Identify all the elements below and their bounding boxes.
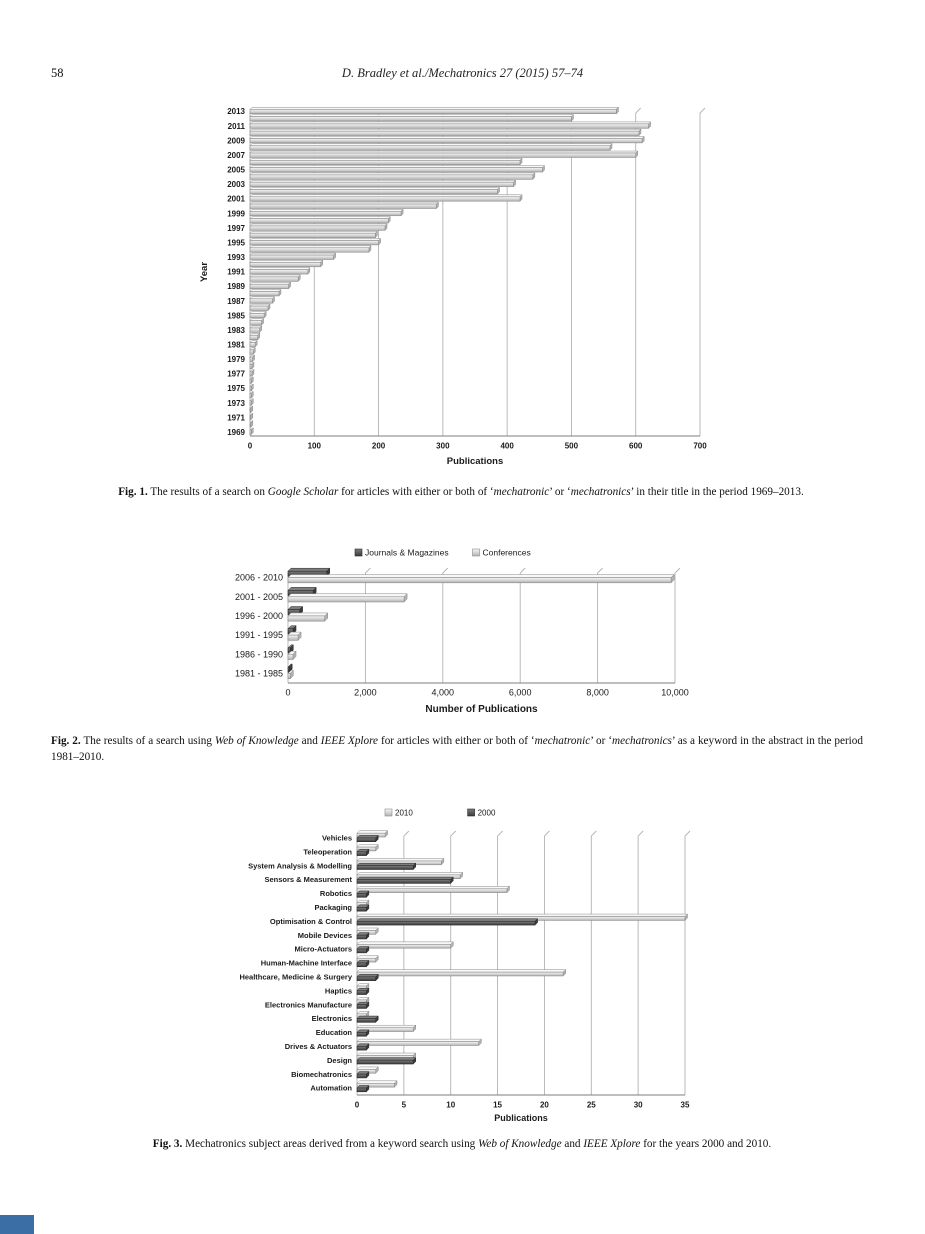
caption-text-run: for the years 2000 and 2010. (640, 1138, 772, 1150)
caption-text-run: for articles with either or both of ‘ (338, 486, 494, 498)
caption-text-run: and (561, 1138, 584, 1150)
fig2-svg (215, 543, 715, 733)
svg-text:Publications: Publications (446, 456, 504, 467)
svg-text:25: 25 (586, 1100, 596, 1110)
svg-text:2001: 2001 (227, 194, 245, 204)
svg-text:1985: 1985 (227, 311, 245, 321)
fig3-svg (240, 803, 720, 1133)
svg-text:0: 0 (247, 441, 253, 451)
svg-text:1971: 1971 (227, 413, 245, 423)
caption-text-run: IEEE Xplore (320, 735, 379, 747)
svg-text:1991 - 1995: 1991 - 1995 (234, 630, 283, 641)
figure-1-chart (195, 98, 720, 483)
svg-text:Biomechatronics: Biomechatronics (291, 1069, 352, 1079)
svg-text:Education: Education (315, 1028, 352, 1038)
caption-text-run: Fig. 1. (118, 486, 148, 498)
svg-text:System Analysis & Modelling: System Analysis & Modelling (248, 861, 352, 871)
svg-text:2005: 2005 (227, 165, 245, 175)
svg-text:5: 5 (401, 1100, 407, 1110)
svg-text:2001 - 2005: 2001 - 2005 (234, 591, 283, 602)
svg-text:Teleoperation: Teleoperation (303, 847, 352, 857)
svg-text:700: 700 (693, 441, 707, 451)
svg-text:Number of Publications: Number of Publications (425, 704, 538, 715)
svg-text:Conferences: Conferences (482, 547, 531, 558)
svg-text:2006 - 2010: 2006 - 2010 (234, 572, 283, 583)
svg-text:1995: 1995 (227, 238, 245, 248)
svg-text:2011: 2011 (227, 121, 245, 131)
svg-text:1987: 1987 (227, 296, 245, 306)
svg-text:1983: 1983 (227, 325, 245, 335)
svg-text:15: 15 (493, 1100, 503, 1110)
svg-text:2013: 2013 (227, 107, 245, 117)
svg-text:300: 300 (436, 441, 450, 451)
running-head: D. Bradley et al./Mechatronics 27 (2015) 57–74 (341, 66, 584, 80)
svg-text:10: 10 (446, 1100, 456, 1110)
svg-text:1969: 1969 (227, 427, 245, 437)
svg-text:Journals & Magazines: Journals & Magazines (365, 547, 449, 558)
svg-text:1999: 1999 (227, 209, 245, 219)
caption-text-run: ’ or ‘ (590, 735, 613, 747)
svg-text:1989: 1989 (227, 282, 245, 292)
caption-text-run: Web of Knowledge (214, 735, 299, 747)
svg-text:1977: 1977 (227, 369, 245, 379)
caption-text-run: Fig. 3. (152, 1138, 183, 1150)
figure-2-caption (51, 733, 863, 765)
svg-text:Human-Machine Interface: Human-Machine Interface (260, 958, 352, 968)
caption-text-run: mechatronic (534, 735, 591, 747)
svg-text:1981: 1981 (227, 340, 245, 350)
svg-text:0: 0 (354, 1100, 360, 1110)
caption-text-run: Fig. 2. (51, 735, 81, 747)
fig1-svg (195, 98, 720, 478)
svg-text:Healthcare, Medicine & Surgery: Healthcare, Medicine & Surgery (240, 972, 352, 982)
svg-text:Publications: Publications (494, 1113, 548, 1123)
caption-text-run: mechatronics (612, 735, 672, 747)
svg-text:20: 20 (539, 1100, 549, 1110)
svg-text:Micro-Actuators: Micro-Actuators (294, 944, 352, 954)
svg-text:2010: 2010 (395, 808, 413, 818)
svg-text:10,000: 10,000 (661, 687, 689, 698)
svg-text:1997: 1997 (227, 223, 245, 233)
svg-text:500: 500 (564, 441, 579, 451)
caption-text-run: ’ in their title in the period 1969–2013. (630, 486, 804, 498)
caption-text-run: The results of a search on (147, 486, 268, 498)
svg-text:35: 35 (680, 1100, 690, 1110)
svg-text:1993: 1993 (227, 253, 245, 263)
caption-text-run: The results of a search using (80, 735, 215, 747)
svg-text:0: 0 (285, 687, 291, 698)
caption-text-run: for articles with either or both of ‘ (378, 735, 535, 747)
svg-text:2007: 2007 (227, 150, 245, 160)
figure-3-chart (240, 803, 720, 1138)
svg-text:1991: 1991 (227, 267, 245, 277)
caption-text-run: ’ as a keyword in the abstract in the period 1981–2010. (51, 735, 863, 764)
svg-text:Sensors & Measurement: Sensors & Measurement (264, 875, 352, 885)
svg-text:Optimisation & Control: Optimisation & Control (269, 916, 352, 926)
svg-text:2,000: 2,000 (354, 687, 377, 698)
svg-text:1975: 1975 (227, 384, 245, 394)
figure-1-caption (96, 484, 826, 500)
caption-text-run: mechatronic (493, 486, 550, 498)
svg-text:2000: 2000 (477, 808, 496, 818)
svg-text:Haptics: Haptics (324, 986, 352, 996)
figure-2-chart (215, 543, 715, 738)
svg-text:1986 - 1990: 1986 - 1990 (234, 649, 283, 660)
svg-text:30: 30 (633, 1100, 643, 1110)
svg-text:Mobile Devices: Mobile Devices (297, 930, 352, 940)
bottom-left-blue-mark (0, 1215, 34, 1234)
svg-text:Robotics: Robotics (319, 889, 352, 899)
figure-3-caption (132, 1136, 792, 1152)
svg-text:Drives & Actuators: Drives & Actuators (284, 1041, 352, 1051)
svg-text:2003: 2003 (227, 180, 245, 190)
svg-text:Design: Design (326, 1055, 352, 1065)
svg-text:6,000: 6,000 (508, 687, 532, 698)
svg-text:200: 200 (371, 441, 386, 451)
caption-text-run: ’ or ‘ (549, 486, 571, 498)
svg-text:Packaging: Packaging (314, 903, 352, 913)
svg-text:400: 400 (500, 441, 514, 451)
svg-text:8,000: 8,000 (586, 687, 609, 698)
caption-text-run: Web of Knowledge (478, 1138, 562, 1150)
svg-text:Electronics: Electronics (311, 1014, 352, 1024)
svg-text:100: 100 (307, 441, 321, 451)
svg-text:1996 - 2000: 1996 - 2000 (234, 610, 283, 621)
caption-text-run: mechatronics (570, 486, 631, 498)
caption-text-run: IEEE Xplore (583, 1138, 641, 1150)
svg-text:2009: 2009 (227, 136, 245, 146)
caption-text-run: and (298, 735, 321, 747)
svg-text:Automation: Automation (310, 1083, 352, 1093)
svg-text:600: 600 (629, 441, 643, 451)
svg-text:Electronics Manufacture: Electronics Manufacture (264, 1000, 352, 1010)
caption-text-run: Mechatronics subject areas derived from a keyword search using (182, 1138, 479, 1150)
page-number: 58 (51, 66, 64, 80)
caption-text-run: Google Scholar (267, 486, 339, 498)
svg-text:Year: Year (199, 261, 210, 283)
svg-text:4,000: 4,000 (431, 687, 455, 698)
svg-text:1981 - 1985: 1981 - 1985 (234, 668, 283, 679)
svg-text:1973: 1973 (227, 398, 245, 408)
svg-text:Vehicles: Vehicles (321, 833, 352, 843)
svg-text:1979: 1979 (227, 355, 245, 365)
